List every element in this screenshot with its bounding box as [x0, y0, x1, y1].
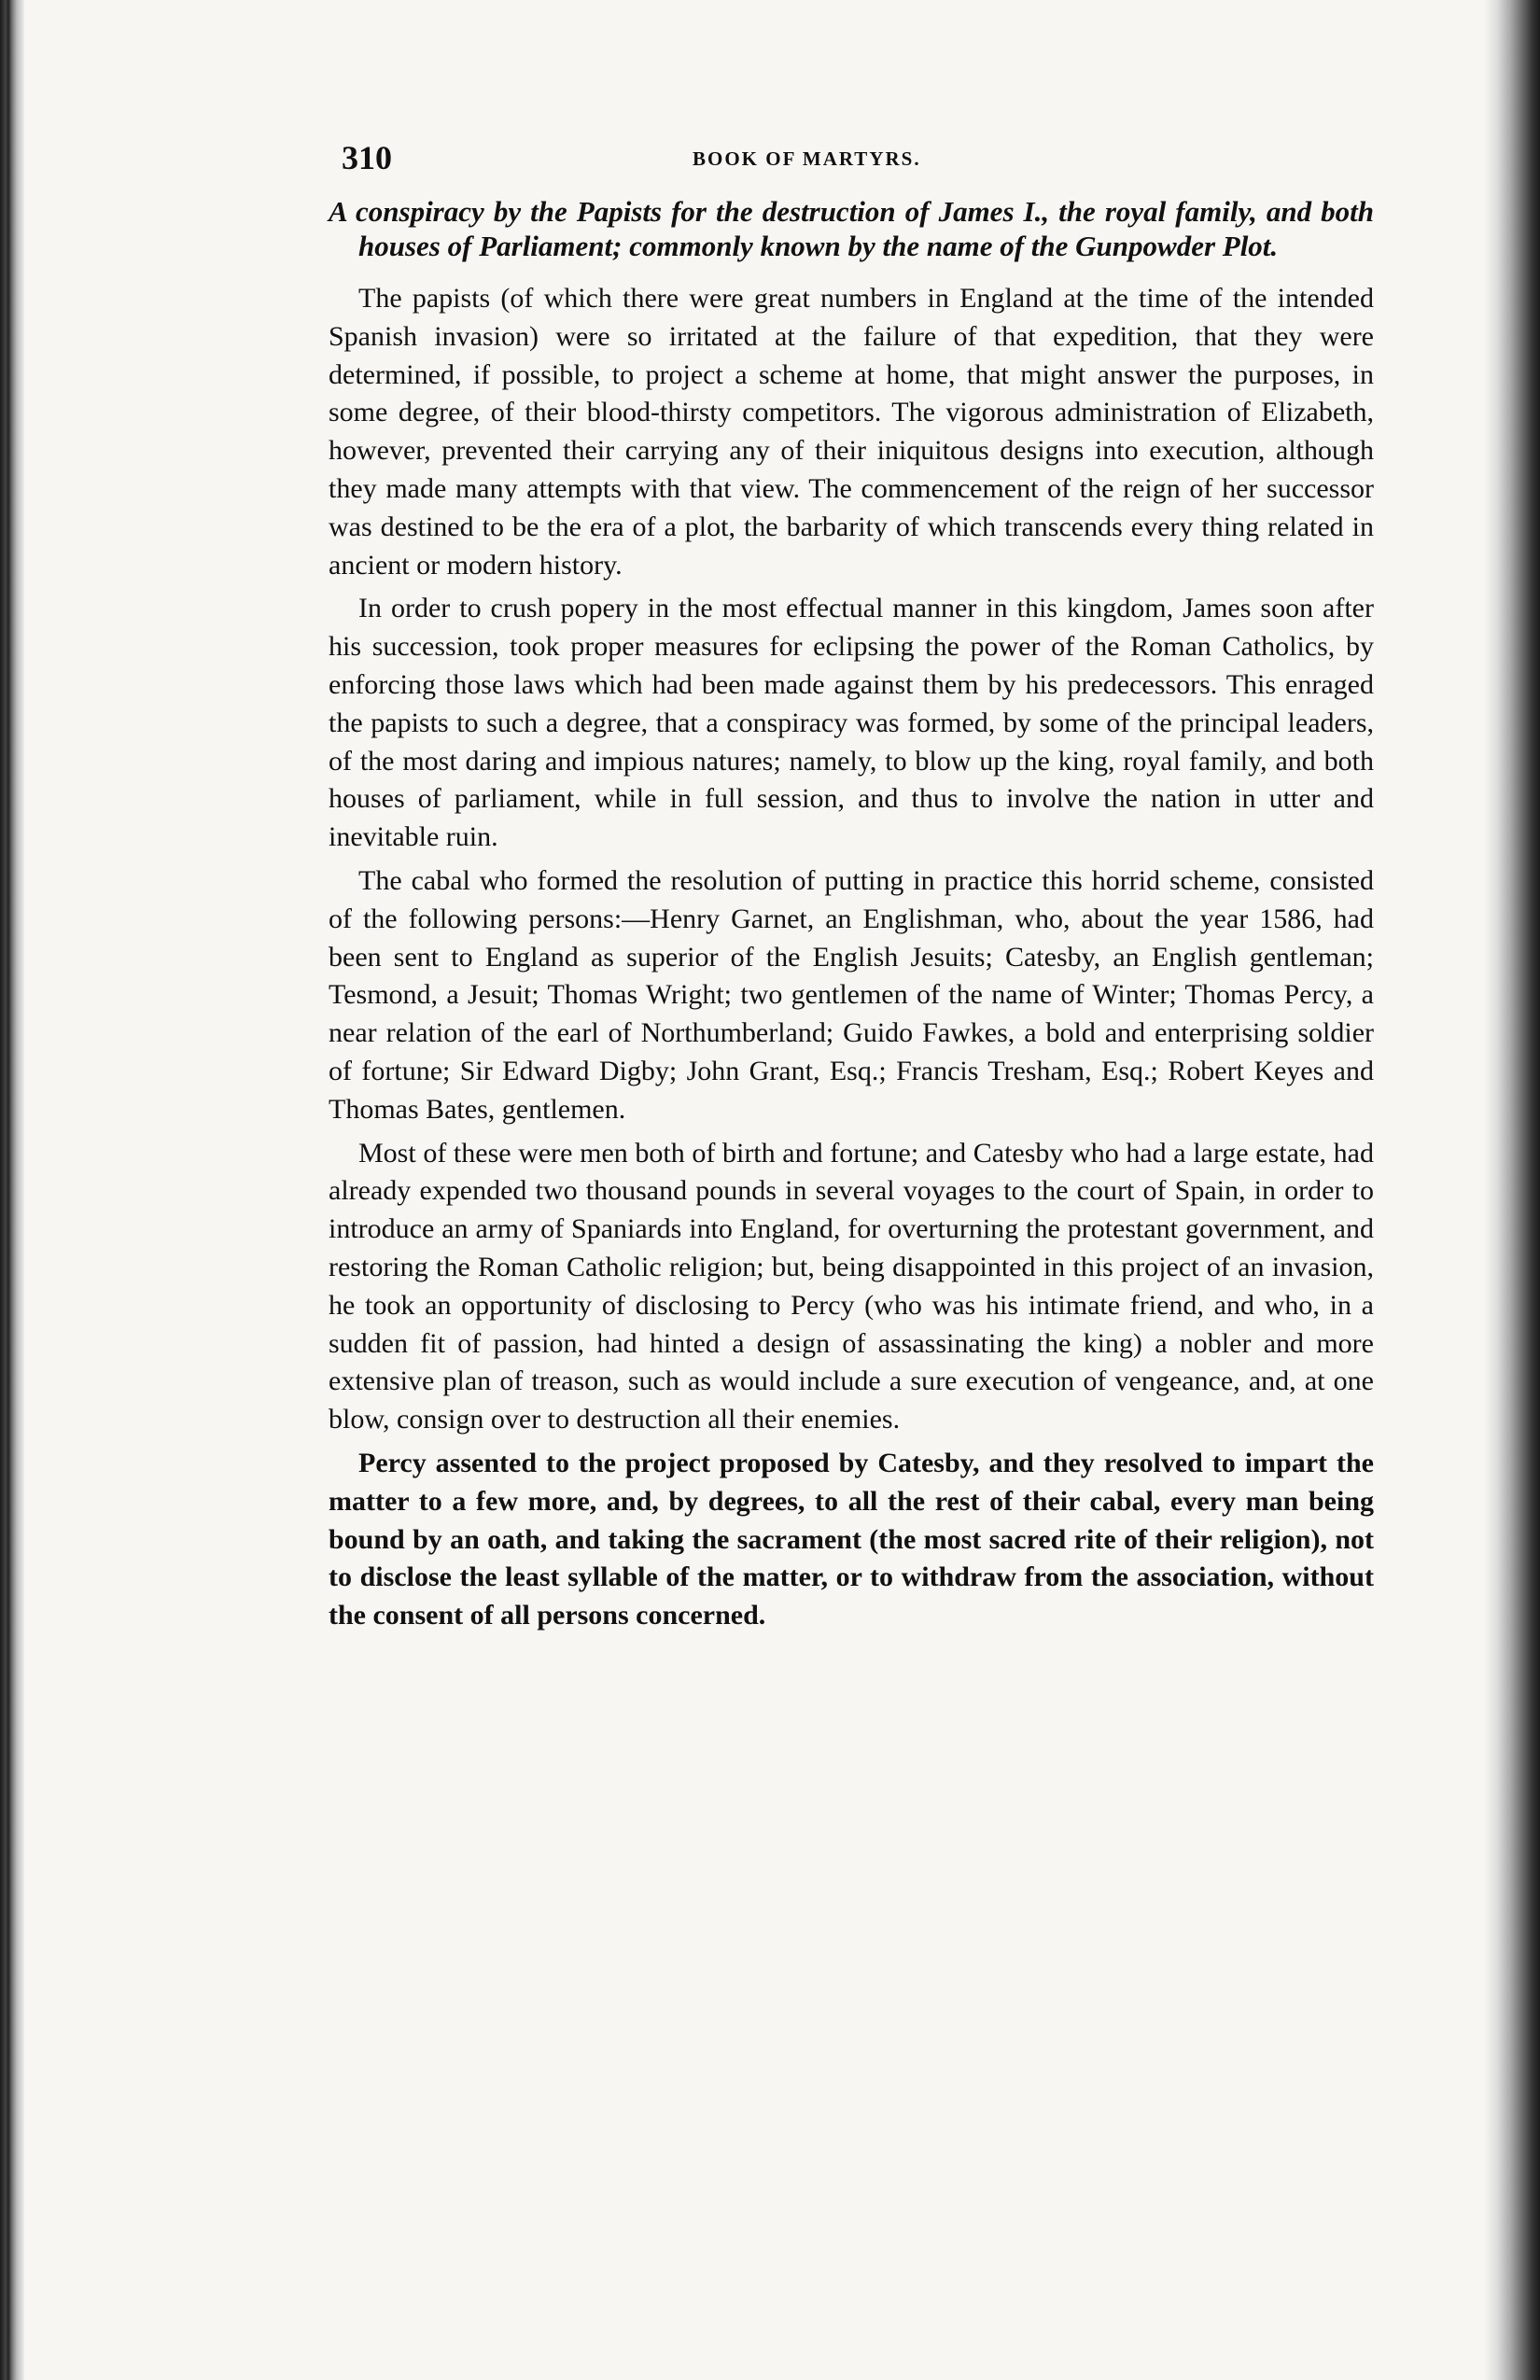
paragraph: Percy assented to the project proposed by Catesby, and they resolved to impart the matter to a few more, and, by degrees, to all the rest of their cabal, every man being bound by an oath, and taking the sacrament (the most sacred rite of their religion), not to disclose the least syllable of the matter, or to withdraw from the association, without the consent of all persons concerned. — [329, 1447, 1374, 1631]
running-title: BOOK OF MARTYRS. — [693, 147, 921, 170]
paragraph: In order to crush popery in the most effectual manner in this kingdom, James soon after his succession, took proper measures for eclipsing the power of the Roman Catholics, by enforcing those laws which had been made against them by his predecessors. This enraged the papists to such a degree, that a conspiracy was formed, by some of the principal leaders, of the most daring and impious natures; namely, to blow up the king, royal family, and both houses of parliament, while in full session, and thus to involve the nation in utter and inevitable ruin. — [329, 593, 1374, 853]
paragraph: The cabal who formed the resolution of putting in practice this horrid scheme, consisted of the following persons:—Henry Garnet, an Englishman, who, about the year 1586, had been sent to England as superior of the English Jesuits; Catesby, an English gentleman; Tesmond, a Jesuit; Thomas Wright; two gentlemen of the name of Winter; Thomas Percy, a near relation of the earl of Northumberland; Guido Fawkes, a bold and enterprising soldier of fortune; Sir Edward Digby; John Grant, Esq.; Francis Tresham, Esq.; Robert Keyes and Thomas Bates, gentlemen. — [329, 864, 1374, 1125]
running-head — [329, 138, 1374, 185]
paragraph: Most of these were men both of birth and fortune; and Catesby who had a large estate, had already expended two thousand pounds in several voyages to the court of Spain, in order to introduce an army of Spaniards into England, for overturning the protestant government, and restoring the Roman Catholic religion; but, being disappointed in this project of an invasion, he took an opportunity of disclosing to Percy (who was his intimate friend, and who, in a sudden fit of passion, had hinted a design of assassinating the king) a nobler and more extensive plan of treason, such as would include a sure execution of vengeance, and, at one blow, consign over to destruction all their enemies. — [329, 1137, 1374, 1435]
paragraph: The papists (of which there were great numbers in England at the time of the intended Spanish invasion) were so irritated at the failure of that expedition, that they were determined, if possible, to project a scheme at home, that might answer the purposes, in some degree, of their blood-thirsty competitors. The vigorous administration of Elizabeth, however, prevented their carrying any of their iniquitous designs into execution, although they made many attempts with that view. The commencement of the reign of her successor was destined to be the era of a plot, the barbarity of which transcends every thing related in ancient or modern history. — [329, 283, 1374, 581]
chapter-heading: A conspiracy by the Papists for the destruction of James I., the royal family, and both houses of Parliament; commonly known by the name of the Gunpowder Plot. — [329, 195, 1374, 262]
book-page — [329, 138, 1374, 1641]
scan-left-edge — [0, 0, 24, 2380]
scan-right-edge — [1484, 0, 1540, 2380]
page-number: 310 — [342, 139, 392, 176]
